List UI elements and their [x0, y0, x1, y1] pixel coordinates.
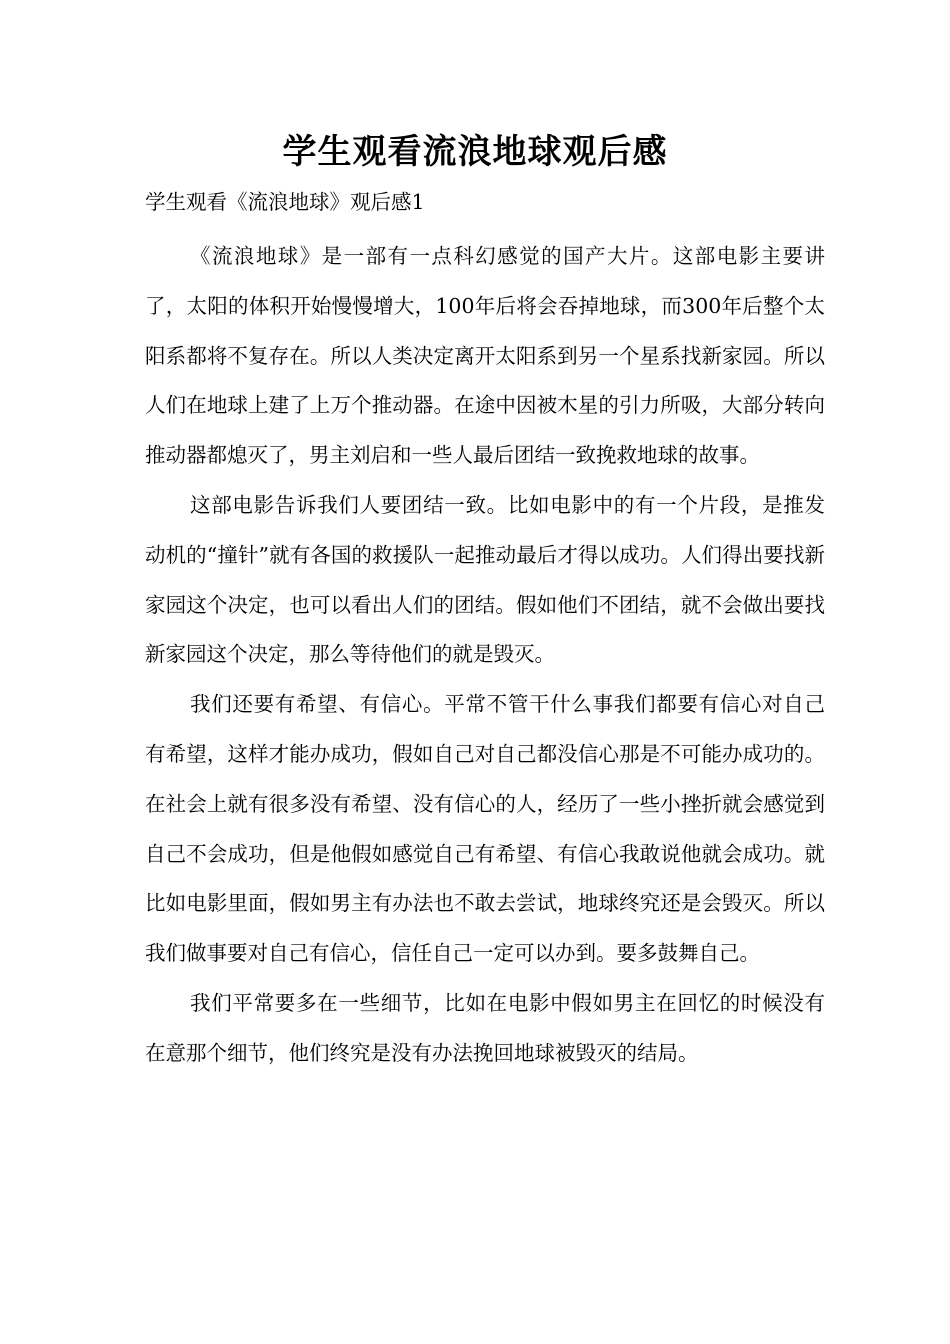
document-body: [145, 232, 825, 1079]
paragraph: 我们平常要多在一些细节，比如在电影中假如男主在回忆的时候没有在意那个细节，他们终究是没有办法挽回地球被毁灭的结局。: [145, 990, 825, 1065]
paragraph: 我们还要有希望、有信心。平常不管干什么事我们都要有信心对自己有希望，这样才能办成功，假如自己对自己都没信心那是不可能办成功的。在社会上就有很多没有希望、没有信心的人，经历了一些小挫折就会感觉到自己不会成功，但是他假如感觉自己有希望、有信心我敢说他就会成功。就比如电影里面，假如男主有办法也不敢去尝试，地球终究还是会毁灭。所以我们做事要对自己有信心，信任自己一定可以办到。要多鼓舞自己。: [145, 692, 825, 966]
paragraph: 这部电影告诉我们人要团结一致。比如电影中的有一个片段，是推发动机的“撞针”就有各国的救援队一起推动最后才得以成功。人们得出要找新家园这个决定，也可以看出人们的团结。假如他们不团结，就不会做出要找新家园这个决定，那么等待他们的就是毁灭。: [145, 492, 825, 667]
document-subtitle: 学生观看《流浪地球》观后感1: [145, 190, 425, 214]
document-title: 学生观看流浪地球观后感: [282, 132, 668, 172]
paragraph: 《流浪地球》是一部有一点科幻感觉的国产大片。这部电影主要讲了，太阳的体积开始慢慢增大，100年后将会吞掉地球，而300年后整个太阳系都将不复存在。所以人类决定离开太阳系到另一个星系找新家园。所以人们在地球上建了上万个推动器。在途中因被木星的引力所吸，大部分转向推动器都熄灭了，男主刘启和一些人最后团结一致挽救地球的故事。: [145, 244, 825, 468]
